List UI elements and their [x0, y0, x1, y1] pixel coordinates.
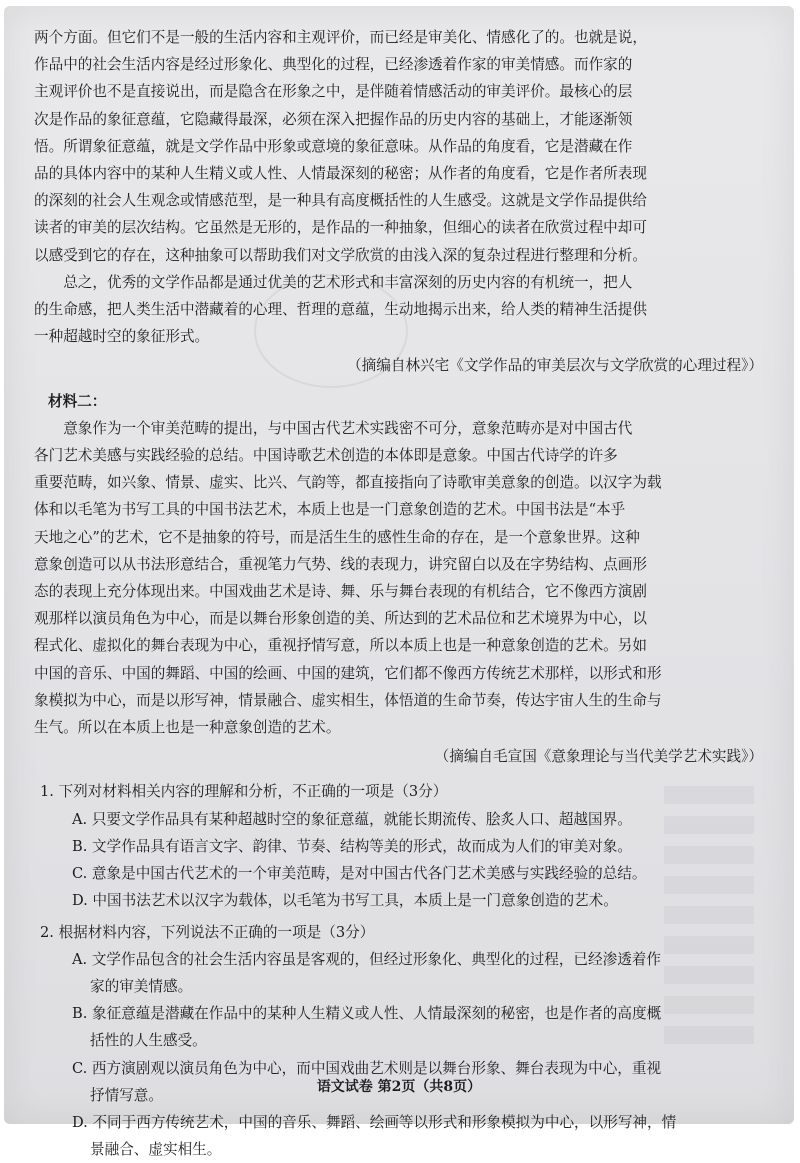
question-2-option-d — [72, 1109, 769, 1163]
text-line: 主观评价也不是直接说出，而是隐含在形象之中，是伴随着情感活动的审美评价。最核心的层 — [34, 78, 769, 105]
question-2-option-a — [72, 946, 769, 1000]
option-line: D. 不同于西方传统艺术，中国的音乐、舞蹈、绘画等以形式和形象模拟为中心，以形写神，情 — [72, 1109, 769, 1136]
question-2-option-b — [72, 1000, 769, 1054]
text-line: 态的表现上充分体现出来。中国戏曲艺术是诗、舞、乐与舞台表现的有机结合，它不像西方演剧 — [34, 578, 769, 605]
text-line: 重要范畴，如兴象、情景、虚实、比兴、气韵等，都直接指向了诗歌审美意象的创造。以汉字为载 — [34, 469, 769, 496]
option-line: 景融合、虚实相生。 — [72, 1136, 769, 1163]
option-line: 抒情写意。 — [72, 1082, 769, 1109]
text-line: 生气。所以在本质上也是一种意象创造的艺术。 — [34, 714, 769, 741]
question-1-option-d: D. 中国书法艺术以汉字为载体，以毛笔为书写工具，本质上是一门意象创造的艺术。 — [72, 887, 769, 914]
text-line: 意象创造可以从书法形意结合，重视笔力气势、线的表现力，讲究留白以及在字势结构、点画形 — [34, 551, 769, 578]
text-line: 以感受到它的存在，这种抽象可以帮助我们对文学欣赏的由浅入深的复杂过程进行整理和分析。 — [34, 242, 769, 269]
question-1-stem: 1. 下列对材料相关内容的理解和分析，不正确的一项是（3分） — [40, 778, 769, 805]
material2-source: （摘编自毛宣国《意象理论与当代美学艺术实践》） — [34, 743, 763, 770]
option-line: B. 象征意蕴是潜藏在作品中的某种人生精义或人性、人情最深刻的秘密，也是作者的高度概 — [72, 1000, 769, 1027]
text-line: 各门艺术美感与实践经验的总结。中国诗歌艺术创造的本体即是意象。中国古代诗学的许多 — [34, 442, 769, 469]
text-line: 中国的音乐、中国的舞蹈、中国的绘画、中国的建筑，它们都不像西方传统艺术那样，以形式和形 — [34, 660, 769, 687]
question-1-option-b: B. 文学作品具有语言文字、韵律、节奏、结构等美的形式，故而成为人们的审美对象。 — [72, 833, 769, 860]
question-1 — [40, 778, 769, 914]
material1-source: （摘编自林兴宅《文学作品的审美层次与文学欣赏的心理过程》） — [34, 352, 763, 379]
text-line: 的生命感，把人类生活中潜藏着的心理、哲理的意蕴，生动地揭示出来，给人类的精神生活提供 — [34, 296, 769, 323]
text-line: 读者的审美的层次结构。它虽然是无形的，是作品的一种抽象，但细心的读者在欣赏过程中却可 — [34, 214, 769, 241]
text-line: 品的具体内容中的某种人生精义或人性、人情最深刻的秘密；从作者的角度看，它是作者所表现 — [34, 160, 769, 187]
text-line: 次是作品的象征意蕴，它隐藏得最深，必须在深入把握作品的历史内容的基础上，才能逐渐领 — [34, 106, 769, 133]
text-line: 程式化、虚拟化的舞台表现为中心，重视抒情写意，所以本质上也是一种意象创造的艺术。另如 — [34, 632, 769, 659]
text-line: 体和以毛笔为书写工具的中国书法艺术，本质上也是一门意象创造的艺术。中国书法是“本乎 — [34, 496, 769, 523]
text-line: 一种超越时空的象征形式。 — [34, 323, 769, 350]
page-content — [34, 24, 769, 1163]
text-line: 观那样以演员角色为中心，而是以舞台形象创造的美、所达到的艺术品位和艺术境界为中心，以 — [34, 605, 769, 632]
exam-page — [4, 6, 794, 1124]
material1-paragraph-continued — [34, 24, 769, 269]
page-footer: 语文试卷 第2页（共8页） — [4, 1076, 794, 1096]
material2-heading: 材料二： — [48, 388, 769, 415]
question-1-option-a: A. 只要文学作品具有某种超越时空的象征意蕴，就能长期流传、脍炙人口、超越国界。 — [72, 806, 769, 833]
option-line: A. 文学作品包含的社会生活内容虽是客观的，但经过形象化、典型化的过程，已经渗透着作 — [72, 946, 769, 973]
question-2-stem: 2. 根据材料内容，下列说法不正确的一项是（3分） — [40, 919, 769, 946]
question-2 — [40, 919, 769, 1163]
material2-paragraph — [34, 415, 769, 741]
text-line: 天地之心”的艺术，它不是抽象的符号，而是活生生的感性生命的存在，是一个意象世界。这种 — [34, 524, 769, 551]
text-line: 总之，优秀的文学作品都是通过优美的艺术形式和丰富深刻的历史内容的有机统一，把人 — [34, 269, 769, 296]
option-line: 家的审美情感。 — [72, 973, 769, 1000]
text-line: 象模拟为中心，而是以形写神，情景融合、虚实相生，体悟道的生命节奏，传达宇宙人生的生命与 — [34, 687, 769, 714]
question-1-option-c: C. 意象是中国古代艺术的一个审美范畴，是对中国古代各门艺术美感与实践经验的总结。 — [72, 860, 769, 887]
text-line: 悟。所谓象征意蕴，就是文学作品中形象或意境的象征意味。从作品的角度看，它是潜藏在作 — [34, 133, 769, 160]
text-line: 两个方面。但它们不是一般的生活内容和主观评价，而已经是审美化、情感化了的。也就是说， — [34, 24, 769, 51]
material1-conclusion-paragraph — [34, 269, 769, 351]
option-line: 括性的人生感受。 — [72, 1027, 769, 1054]
text-line: 的深刻的社会人生观念或情感范型，是一种具有高度概括性的人生感受。这就是文学作品提供给 — [34, 187, 769, 214]
option-line: C. 西方演剧观以演员角色为中心，而中国戏曲艺术则是以舞台形象、舞台表现为中心，重视 — [72, 1055, 769, 1082]
text-line: 意象作为一个审美范畴的提出，与中国古代艺术实践密不可分，意象范畴亦是对中国古代 — [34, 415, 769, 442]
text-line: 作品中的社会生活内容是经过形象化、典型化的过程，已经渗透着作家的审美情感。而作家的 — [34, 51, 769, 78]
